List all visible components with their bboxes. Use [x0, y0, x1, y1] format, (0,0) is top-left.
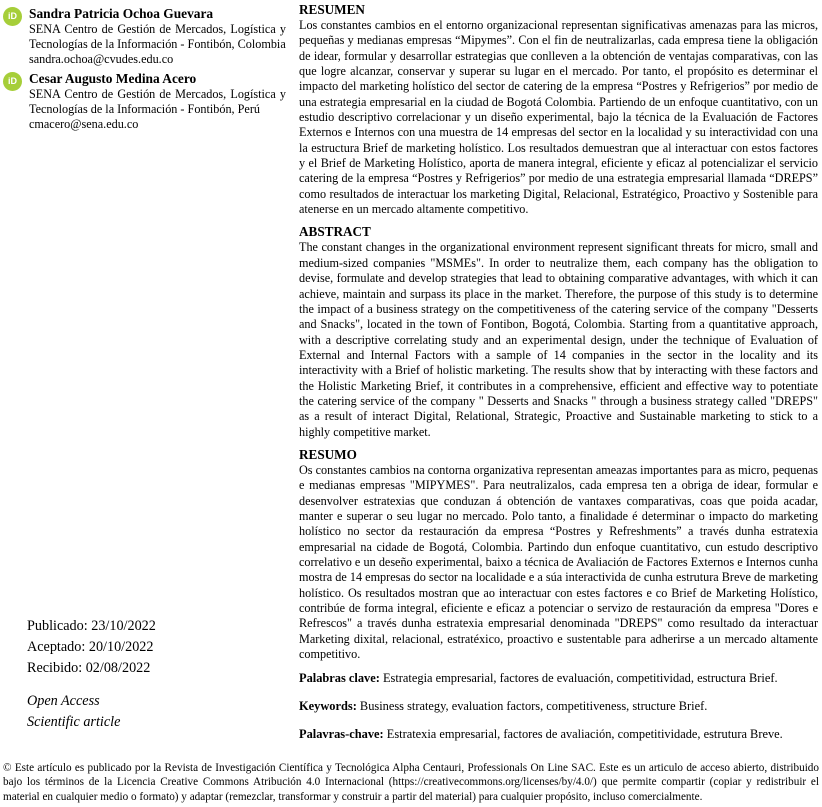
author-affiliation: SENA Centro de Gestión de Mercados, Logística y Tecnologías de la Información - Fontibón, Colombia [29, 22, 286, 52]
palavras-chave-text: Estratexia empresarial, factores de avaliación, competitividade, estrutura Breve. [383, 727, 783, 741]
abstracts-column [299, 2, 818, 755]
article-meta-column [3, 6, 286, 135]
section-resumen [299, 2, 818, 217]
author-name: Cesar Augusto Medina Acero [29, 70, 197, 86]
received-date: Recibido: 02/08/2022 [27, 660, 151, 676]
author-info [29, 6, 286, 68]
palabras-clave-text: Estrategia empresarial, factores de evaluación, competitividad, estructura Brief. [379, 671, 778, 686]
palavras-chave-line [299, 727, 818, 742]
abstract-text: The constant changes in the organizational environment represent significant threats for micro, small and medium-sized companies "MSMEs". In order to neutralize them, each company has the obligation to devise, formulate and develop strategies that lead to obtaining comparative advantages, with which it can achieve, maintain and surpass its place in the market. Therefore, the purpose of this study is to determine the impact of a business strategy on the competitiveness of the catering service of the company "Desserts and Snacks", located in the town of Fontibon, Bogotá, Colombia. Starting from a quantitative approach, with a descriptive correlating study and an experimental design, under the technique of Evaluation of External and Internal Factors with a sample of 14 companies in the sector in the locality and its interactivity with a Brief of holistic marketing. The results show that by interacting with these factors and the Holistic Marketing Brief, it contributes in a comprehensive, efficient and effective way to potentiate the catering service of the company " Desserts and Snacks " through a business strategy called "DREPS" as a result of interact Digital, Relational, Strategic, Proactive and Sustainable marketing to stick to a highly competitive market. [299, 240, 818, 439]
palabras-clave-line [299, 671, 818, 686]
abstract-heading: ABSTRACT [299, 224, 371, 240]
resumen-heading: RESUMEN [299, 2, 365, 17]
open-access-label: Open Access [27, 693, 100, 709]
orcid-icon[interactable]: iD [3, 7, 22, 26]
author-email: sandra.ochoa@cvudes.edu.co [29, 52, 174, 67]
author-email: cmacero@sena.edu.co [29, 117, 139, 132]
palavras-chave-label: Palavras-chave: [299, 727, 384, 741]
author-affiliation: SENA Centro de Gestión de Mercados, Logística y Tecnologías de la Información - Fontibón, Perú [29, 86, 286, 116]
article-type-label: Scientific article [27, 713, 121, 730]
license-note: © Este artículo es publicado por la Revista de Investigación Científica y Tecnológica Alpha Centauri, Professionals On Line SAC. Este es un articulo de acceso abierto, distribuido bajo los términos de la Licencia Creative Commons Atribución 4.0 Internacional (https://creativecommons.org/licenses/by/4.0/) que permite compartir (copiar y redistribuir el material en cualquier medio o formato) y adaptar (remezclar, transformar y construir a partir del material) para cualquier propósito, incluso comercialmente. [3, 762, 819, 803]
resumo-heading: RESUMO [299, 446, 357, 462]
access-type [27, 691, 120, 732]
author-block-2 [3, 71, 286, 133]
orcid-icon[interactable]: iD [3, 72, 22, 91]
palabras-clave-label: Palabras clave: [299, 671, 380, 686]
author-name: Sandra Patricia Ochoa Guevara [29, 6, 214, 21]
keywords-block [299, 671, 818, 742]
published-date: Publicado: 23/10/2022 [27, 618, 156, 634]
keywords-label: Keywords: [299, 699, 357, 714]
resumen-text: Los constantes cambios en el entorno organizacional representan significativas amenazas para las micros, pequeñas y medianas empresas “Mipymes”. Con el fin de neutralizarlas, cada empresa tiene la obligación de idear, formular y desarrollar estrategias que conlleven a la obtención de ventajas comparativas, con las que logre alcanzar, conservar y superar su lugar en el mercado. Por tanto, el propósito es determinar el impacto del marketing holístico del sector de catering de la empresa “Postres y Refrigerios” por medio de una estrategia empresarial en la ciudad de Bogotá Colombia. Partiendo de un enfoque cuantitativo, con un estudio descriptivo correlacionar y un diseño experimental, bajo la técnica de la Evaluación de Factores Externos e Internos con una muestra de 14 empresas del sector en la localidad y su interactividad con una la estructura Brief de marketing holístico. Los resultados demuestran que al interactuar con estos factores y el Brief de Marketing Holístico, aporta de manera integral, eficiente y eficaz al potencializar el servicio catering de la empresa “Postres y Refrigerios” por medio de una estrategia empresarial llamada “DREPS” como resultados de interactuar los marketing Digital, Relacional, Estratégico, Proactivo y Sostenible para atenerse en un mercado altamente competitivo. [299, 18, 818, 217]
author-info [29, 71, 286, 133]
accepted-date: Aceptado: 20/10/2022 [27, 639, 154, 655]
resumo-text: Os constantes cambios na contorna organizativa representan ameazas importantes para as micro, pequenas e medianas empresas "MIPYMES". Para neutralizalos, cada empresa ten a obriga de idear, formular e desenvolver estratexias que conduzan á obtención de vantaxes comparativas, coas que poida acadar, manter e superar o seu lugar no mercado. Polo tanto, a finalidade é determinar o impacto do marketing holístico no sector da restauración da empresa “Postres y Refreshments” a través dunha estratexia empresarial na cidade de Bogotá, Colombia. Partindo dun enfoque cuantitativo, cun estudo descriptivo correlativo e un deseño experimental, baixo a técnica de Avaliación de Factores Externos e Internos cunha mostra de 14 empresas do sector na localidade e a súa interactivida de cunha estrutura Breve de marketing holístico. Os resultados mostran que ao interactuar con estes factores e co Brief de Marketing Holístico, contribúe de forma integral, eficiente e eficaz a potenciar o servizo de restauración da empresa "Dores e Refrescos" a través dunha estratexia empresarial denominada "DREPS" como resultado da interactuar Marketing dixital, relacional, estratéxico, proactivo e sustentable para adherirse a un mercado altamente competitivo. [299, 462, 818, 662]
author-block-1 [3, 6, 286, 68]
publication-dates [27, 616, 156, 679]
section-resumo [299, 447, 818, 662]
keywords-line [299, 699, 818, 714]
section-abstract [299, 224, 818, 439]
keywords-text: Business strategy, evaluation factors, competitiveness, structure Brief. [356, 699, 708, 714]
